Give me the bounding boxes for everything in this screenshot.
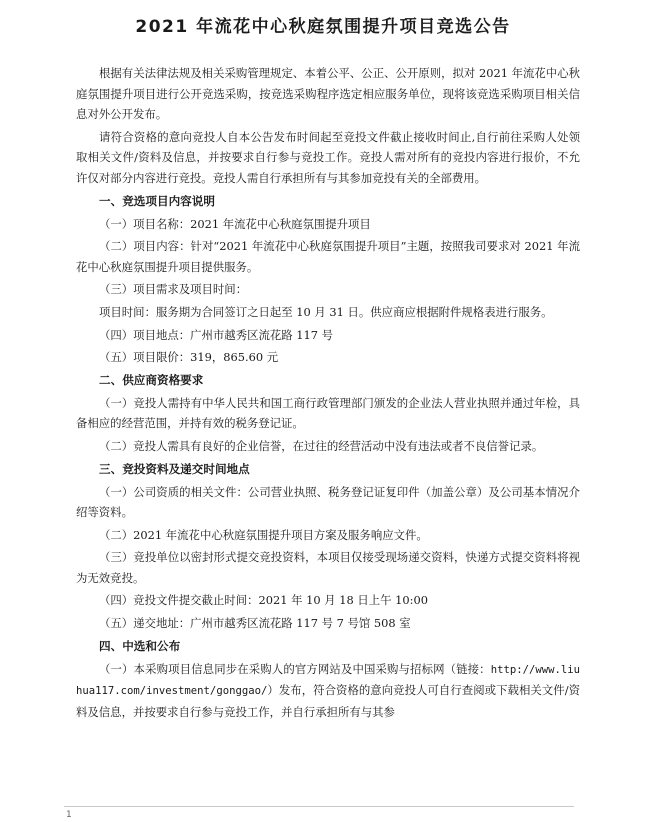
section-heading-3: 三、竞投资料及递交时间地点 bbox=[99, 461, 250, 476]
section-1-item-1: （一）项目名称：2021 年流花中心秋庭氛围提升项目 bbox=[99, 216, 371, 231]
section-3-item-5: （五）递交地址：广州市越秀区流花路 117 号 7 号馆 508 室 bbox=[99, 616, 411, 631]
page-title: 2021 年流花中心秋庭氛围提升项目竞选公告 bbox=[135, 17, 511, 37]
section-3-item-2: （二）2021 年流花中心秋庭氛围提升项目方案及服务响应文件。 bbox=[99, 527, 428, 542]
section-4-text-after-link: ）发布，符合资格的意向竞投人可自行查阅或下载相关文件/资料及信息，并按要求自行参与竞投工作，并自行承担所有与其参 bbox=[76, 683, 580, 719]
section-2-item-1: （一）竞投人需持有中华人民共和国工商行政管理部门颁发的企业法人营业执照并通过年检，具备相应的经营范围，并持有效的税务登记证。 bbox=[76, 395, 580, 431]
section-heading-2: 二、供应商资格要求 bbox=[99, 372, 204, 387]
section-1-item-3: （三）项目需求及项目时间： bbox=[99, 282, 248, 297]
section-3-item-1: （一）公司资质的相关文件：公司营业执照、税务登记证复印件（加盖公章）及公司基本情况介绍等资料。 bbox=[76, 484, 580, 520]
section-2-item-2: （二）竞投人需具有良好的企业信誉，在过往的经营活动中没有违法或者不良信誉记录。 bbox=[99, 438, 544, 453]
section-1-item-2: （二）项目内容：针对“2021 年流花中心秋庭氛围提升项目”主题，按照我司要求对 2021 年流花中心秋庭氛围提升项目提供服务。 bbox=[76, 239, 580, 274]
page-number: 1 bbox=[66, 810, 72, 820]
document-body bbox=[76, 63, 580, 724]
procurement-website-link[interactable]: http://www.liuhua117.com/investment/gonggao/ bbox=[76, 663, 580, 698]
section-4-item-1 bbox=[76, 659, 580, 723]
section-1-project-time: 项目时间：服务期为合同签订之日起至 10 月 31 日。供应商应根据附件规格表进行服务。 bbox=[99, 304, 553, 319]
section-1-item-5: （五）项目限价：319，865.60 元 bbox=[99, 350, 279, 365]
section-4-text-before-link: （一）本采购项目信息同步在采购人的官方网站及中国采购与招标网（链接： bbox=[99, 661, 491, 676]
intro-paragraph-1: 根据有关法律法规及相关采购管理规定、本着公平、公正、公开原则，拟对 2021 年流花中心秋庭氛围提升项目进行公开竞选采购，按竞选采购程序选定相应服务单位，现将该竞选采购项目相关信息对外公开发布。 bbox=[76, 66, 580, 122]
intro-paragraph-2: 请符合资格的意向竞投人自本公告发布时间起至竞投文件截止接收时间止,自行前往采购人处领取相关文件/资料及信息，并按要求自行参与竞投工作。竞投人需对所有的竞投内容进行报价，不允许仅对部分内容进行竞投。竞投人需自行承担所有与其参加竞投有关的全部费用。 bbox=[76, 129, 580, 185]
footer-divider bbox=[64, 806, 574, 807]
section-3-item-4: （四）竞投文件提交截止时间：2021 年 10 月 18 日上午 10:00 bbox=[99, 593, 428, 608]
section-3-item-3: （三）竞投单位以密封形式提交竞投资料，本项目仅接受现场递交资料，快递方式提交资料将视为无效竞投。 bbox=[76, 550, 580, 585]
section-heading-4: 四、中选和公布 bbox=[99, 638, 181, 653]
section-heading-1: 一、竞选项目内容说明 bbox=[99, 193, 215, 208]
section-1-item-4: （四）项目地点：广州市越秀区流花路 117 号 bbox=[99, 327, 334, 342]
